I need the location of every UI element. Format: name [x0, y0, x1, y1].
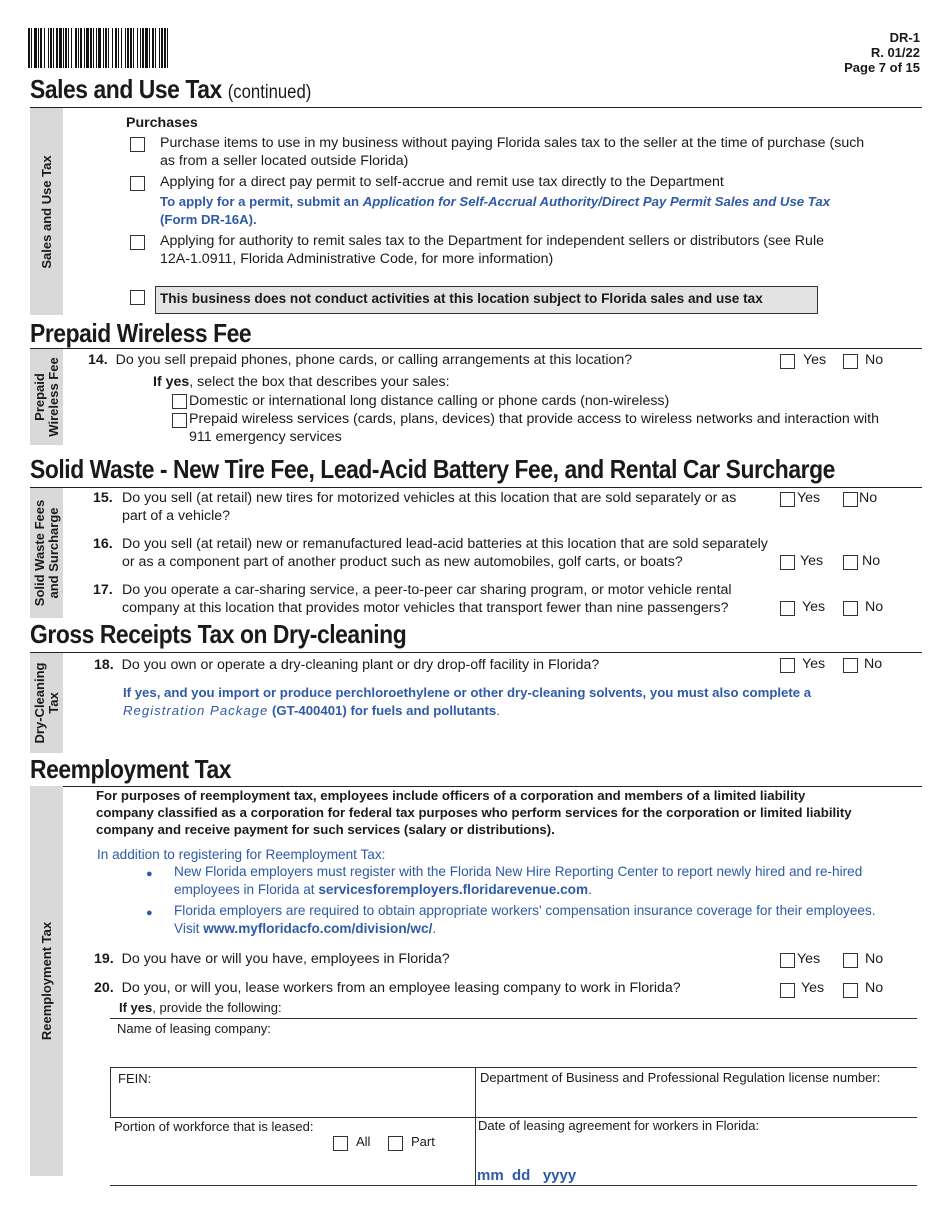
opt2-line2: 911 emergency services	[189, 429, 342, 445]
fein-input[interactable]	[111, 1088, 474, 1116]
section-title-reemployment: Reemployment Tax	[30, 754, 232, 784]
bullet-new-hire	[174, 863, 862, 899]
q17-yes-checkbox[interactable]	[780, 601, 795, 616]
reemployment-intro	[96, 787, 852, 838]
q14-no-checkbox[interactable]	[843, 354, 858, 369]
no-sales-activity-checkbox[interactable]	[130, 290, 145, 305]
sidebar-label-line2: and Surcharge	[45, 507, 61, 599]
form-revision: R. 01/22	[870, 45, 920, 60]
q16-number: 16.	[93, 536, 113, 552]
leasing-company-label: Name of leasing company:	[117, 1021, 271, 1036]
sidebar-label: Sales and Use Tax	[38, 154, 54, 269]
note-period: .	[496, 703, 500, 718]
opt3-line1: Applying for authority to remit sales tax to the Department for independent sellers or distributors (see Rule	[160, 233, 824, 249]
q16-yes-checkbox[interactable]	[780, 555, 795, 570]
section-rule	[30, 652, 922, 653]
section-title-dry-cleaning: Gross Receipts Tax on Dry-cleaning	[30, 619, 407, 649]
q15-line2: part of a vehicle?	[122, 508, 231, 524]
intro-line3: company and receive payment for such services (salary or distributions).	[96, 822, 555, 837]
sidebar-label-line1: Dry-Cleaning	[31, 662, 47, 744]
question-text: Do you own or operate a dry-cleaning plant or dry drop-off facility in Florida?	[121, 657, 600, 673]
bullet2-line1: Florida employers are required to obtain appropriate workers' compensation insurance coverage for their employees.	[174, 903, 876, 918]
question-19	[94, 950, 450, 968]
q15-yes-label: Yes	[797, 490, 821, 506]
portion-leased-label: Portion of workforce that is leased:	[114, 1119, 314, 1134]
dry-cleaning-note	[123, 684, 811, 720]
sidebar-label-line1: Prepaid	[31, 373, 47, 421]
question-18	[94, 656, 599, 674]
form-identifier	[844, 30, 920, 75]
bullet1-prefix: employees in Florida at	[174, 882, 319, 897]
q16-line2: or as a component part of another product such as new automobiles, golf carts, or boats?	[122, 554, 683, 570]
no-sales-activity-label: This business does not conduct activities at this location subject to Florida sales and use tax	[155, 286, 818, 314]
question-number: 20.	[94, 980, 114, 996]
bullet-workers-comp	[174, 902, 876, 938]
q19-no-checkbox[interactable]	[843, 953, 858, 968]
portion-all-checkbox[interactable]	[333, 1136, 348, 1151]
q19-no-label: No	[865, 951, 884, 967]
q14-if-yes	[153, 373, 450, 391]
section-title-sales-use	[30, 74, 311, 105]
q18-no-label: No	[864, 656, 883, 672]
q16-yes-label: Yes	[800, 553, 824, 569]
section-title-prepaid: Prepaid Wireless Fee	[30, 318, 252, 348]
purchase-without-tax-checkbox[interactable]	[130, 137, 145, 152]
portion-part-checkbox[interactable]	[388, 1136, 403, 1151]
q14-yes-label: Yes	[803, 352, 827, 368]
purchases-label: Purchases	[126, 115, 198, 131]
bullet2-line2	[174, 920, 876, 938]
note-line2	[123, 702, 811, 720]
fein-label: FEIN:	[118, 1071, 152, 1086]
bullet1-line2	[174, 881, 862, 899]
bullet2-prefix: Visit	[174, 921, 204, 936]
form-code: DR-1	[889, 30, 920, 45]
question-14	[88, 351, 632, 369]
leasing-date-input[interactable]: mm dd yyyy	[477, 1167, 577, 1184]
q14-prepaid-wireless-checkbox[interactable]	[172, 413, 187, 428]
new-hire-link[interactable]: servicesforemployers.floridarevenue.com	[318, 882, 589, 897]
question-number: 14.	[88, 352, 108, 368]
independent-seller-checkbox[interactable]	[130, 235, 145, 250]
q14-no-label: No	[865, 352, 884, 368]
permit-application-link[interactable]: Application for Self-Accrual Authority/Direct Pay Permit Sales and Use Tax	[362, 194, 831, 209]
direct-pay-permit-checkbox[interactable]	[130, 176, 145, 191]
q16-no-label: No	[862, 553, 881, 569]
purchase-without-tax-label	[160, 134, 864, 170]
sidebar-sales-use	[30, 108, 63, 315]
section-rule	[30, 107, 922, 108]
q17-no-checkbox[interactable]	[843, 601, 858, 616]
sidebar-label	[33, 500, 61, 606]
if-yes-rest: , provide the following:	[152, 1000, 282, 1015]
sidebar-label	[33, 663, 61, 744]
opt2-line1: Prepaid wireless services (cards, plans, devices) that provide access to wireless networks and interaction with	[189, 411, 879, 427]
q15-no-checkbox[interactable]	[843, 492, 858, 507]
bullet-icon: ●	[146, 907, 153, 919]
barcode	[28, 28, 250, 68]
portion-all-label: All	[356, 1134, 371, 1149]
portion-part-label: Part	[411, 1134, 435, 1149]
permit-note-form: (Form DR-16A).	[160, 212, 257, 227]
sidebar-label-line2: Tax	[45, 692, 61, 714]
sidebar-label-line1: Solid Waste Fees	[31, 499, 47, 607]
q16-text	[122, 535, 768, 571]
addition-heading: In addition to registering for Reemployment Tax:	[97, 847, 386, 862]
independent-seller-label	[160, 232, 824, 268]
continued-label: (continued)	[227, 82, 312, 103]
q19-yes-checkbox[interactable]	[780, 953, 795, 968]
if-yes-bold: If yes	[153, 374, 190, 390]
q17-number: 17.	[93, 582, 113, 598]
q18-yes-checkbox[interactable]	[780, 658, 795, 673]
question-number: 18.	[94, 657, 114, 673]
grid-rule	[475, 1067, 476, 1185]
q15-text	[122, 489, 736, 525]
question-20	[94, 979, 681, 997]
sidebar-dry-cleaning	[30, 653, 63, 753]
bullet1-end: .	[588, 882, 592, 897]
intro-line2: company classified as a corporation for federal tax purposes who perform services for the corporation or limited liability	[96, 805, 852, 820]
q20-no-checkbox[interactable]	[843, 983, 858, 998]
q18-no-checkbox[interactable]	[843, 658, 858, 673]
if-yes-rest: , select the box that describes your sales:	[189, 374, 450, 390]
note-line1: If yes, and you import or produce perchloroethylene or other dry-cleaning solvents, you must also complete a	[123, 685, 812, 700]
page-number: Page 7 of 15	[844, 60, 920, 75]
bullet1-line1: New Florida employers must register with the Florida New Hire Reporting Center to report newly hired and re-hired	[174, 864, 863, 879]
question-text: Do you, or will you, lease workers from an employee leasing company to work in Florida?	[121, 980, 681, 996]
q16-no-checkbox[interactable]	[843, 555, 858, 570]
barcode-stripe	[168, 28, 171, 68]
q17-text	[122, 581, 732, 617]
q14-domestic-checkbox[interactable]	[172, 394, 187, 409]
q20-yes-checkbox[interactable]	[780, 983, 795, 998]
sales-use-title-text: Sales and Use Tax	[30, 74, 222, 104]
opt1-line1: Purchase items to use in my business without paying Florida sales tax to the seller at the time of purchase (such	[160, 135, 865, 151]
q16-line1: Do you sell (at retail) new or remanufactured lead-acid batteries at this location that are sold separately	[122, 536, 768, 552]
q14-domestic-label: Domestic or international long distance calling or phone cards (non-wireless)	[189, 393, 670, 409]
dbpr-license-input[interactable]	[477, 1088, 915, 1116]
intro-line1: For purposes of reemployment tax, employees include officers of a corporation and members of a limited liability	[96, 788, 806, 803]
question-text: Do you sell prepaid phones, phone cards, or calling arrangements at this location?	[115, 352, 633, 368]
q18-yes-label: Yes	[802, 656, 826, 672]
question-text: Do you have or will you have, employees in Florida?	[121, 951, 450, 967]
section-rule	[30, 348, 922, 349]
grid-rule	[110, 1185, 917, 1186]
cfo-link[interactable]: www.myfloridacfo.com/division/wc/	[203, 921, 433, 936]
q17-no-label: No	[865, 599, 884, 615]
q15-yes-checkbox[interactable]	[780, 492, 795, 507]
leasing-date-label: Date of leasing agreement for workers in Florida:	[478, 1118, 760, 1133]
leasing-company-input[interactable]	[111, 1034, 916, 1066]
sidebar-prepaid	[30, 349, 63, 445]
opt3-line2: 12A-1.0911, Florida Administrative Code, for more information)	[160, 251, 554, 267]
if-yes-bold: If yes	[119, 1000, 153, 1015]
permit-note	[160, 193, 830, 229]
bullet2-end: .	[432, 921, 437, 936]
sidebar-solid-waste	[30, 488, 63, 618]
q20-no-label: No	[865, 980, 884, 996]
question-number: 19.	[94, 951, 114, 967]
sidebar-label-line2: Wireless Fee	[45, 357, 61, 437]
permit-note-prefix: To apply for a permit, submit an	[160, 194, 363, 209]
q19-yes-label: Yes	[797, 951, 821, 967]
section-rule	[30, 487, 922, 488]
sidebar-label	[33, 357, 61, 436]
note-rest: (GT-400401) for fuels and pollutants	[268, 703, 497, 718]
grid-rule	[110, 1018, 917, 1019]
dbpr-license-label: Department of Business and Professional Regulation license number:	[480, 1070, 881, 1085]
sidebar-reemployment	[30, 786, 63, 1176]
sidebar-label: Reemployment Tax	[38, 921, 54, 1041]
opt1-line2: as from a seller located outside Florida)	[160, 153, 409, 169]
q20-yes-label: Yes	[801, 980, 825, 996]
q15-no-label: No	[859, 490, 878, 506]
q14-yes-checkbox[interactable]	[780, 354, 795, 369]
q20-if-yes	[119, 999, 282, 1017]
q15-line1: Do you sell (at retail) new tires for motorized vehicles at this location that are sold separately or as	[122, 490, 737, 506]
q17-line2: company at this location that provides motor vehicles that transport fewer than nine passengers?	[122, 600, 729, 616]
grid-rule	[110, 1067, 917, 1068]
bullet-icon: ●	[146, 868, 153, 880]
q17-yes-label: Yes	[802, 599, 826, 615]
registration-package-link[interactable]: Registration Package	[123, 703, 269, 718]
q17-line1: Do you operate a car-sharing service, a peer-to-peer car sharing program, or motor vehicle rental	[122, 582, 732, 598]
q14-prepaid-wireless-label	[189, 410, 879, 446]
direct-pay-permit-label: Applying for a direct pay permit to self-accrue and remit use tax directly to the Department	[160, 174, 724, 190]
section-title-solid-waste: Solid Waste - New Tire Fee, Lead-Acid Battery Fee, and Rental Car Surcharge	[30, 454, 835, 484]
q15-number: 15.	[93, 490, 113, 506]
